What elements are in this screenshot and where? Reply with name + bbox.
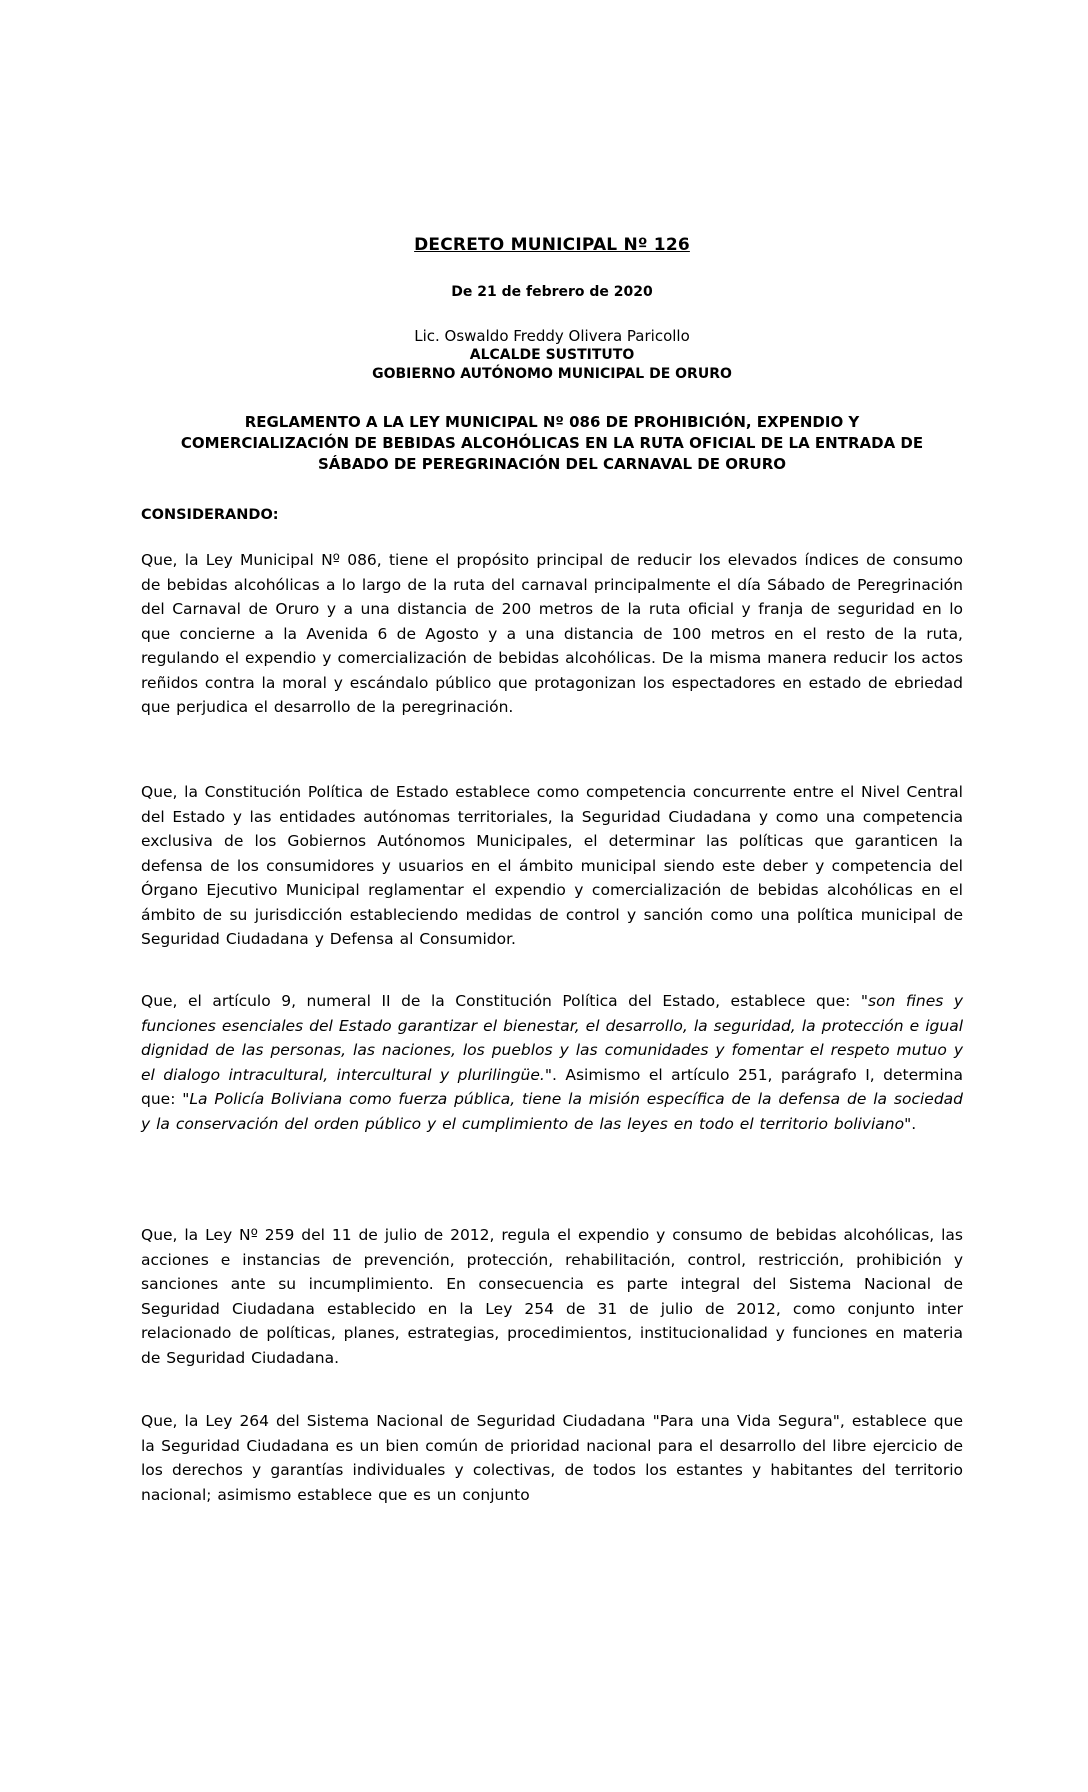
authority-government: GOBIERNO AUTÓNOMO MUNICIPAL DE ORURO: [372, 366, 732, 382]
authority-role: ALCALDE SUSTITUTO: [469, 347, 635, 363]
regulation-heading: [141, 412, 963, 475]
paragraph-3-quote-1: son fines y funciones esenciales del Estado garantizar el bienestar, el desarrollo, la seguridad, la protección e igual dignidad de las personas, las naciones, los pueblos y las comunidades y fomentar el respeto mutuo y el dialogo intracultural, intercultural y plurilingüe.: [141, 992, 963, 1084]
decree-title: DECRETO MUNICIPAL Nº 126: [414, 235, 690, 255]
paragraph-3-end: ".: [904, 1114, 917, 1133]
paragraph-4: Que, la Ley Nº 259 del 11 de julio de 2012, regula el expendio y consumo de bebidas alcohólicas, las acciones e instancias de prevención, protección, rehabilitación, control, restricción, prohibición y sanciones ante su incumplimiento. En consecuencia es parte integral del Sistema Nacional de Seguridad Ciudadana establecido en la Ley 254 de 31 de julio de 2012, como conjunto inter relacionado de políticas, planes, estrategias, procedimientos, institucionalidad y funciones en materia de Seguridad Ciudadana.: [141, 1226, 963, 1367]
authority-block: [141, 327, 963, 384]
paragraph-3-quote-2: La Policía Boliviana como fuerza pública, tiene la misión específica de la defensa de la sociedad y la conservación del orden público y el cumplimiento de las leyes en todo el territorio boliviano: [141, 1090, 964, 1133]
heading-line-1: REGLAMENTO A LA LEY MUNICIPAL Nº 086 DE PROHIBICIÓN, EXPENDIO Y: [244, 413, 860, 431]
document-page: [141, 0, 963, 1792]
paragraph-3-intro: Que, el artículo 9, numeral II de la Constitución Política del Estado, establece que: ": [141, 992, 868, 1010]
authority-name: Lic. Oswaldo Freddy Olivera Paricollo: [414, 327, 690, 345]
heading-line-3: SÁBADO DE PEREGRINACIÓN DEL CARNAVAL DE ORURO: [317, 455, 787, 473]
considerando-label: CONSIDERANDO:: [141, 507, 279, 523]
paragraph-3-middle: ". Asimismo el artículo 251, parágrafo I, determina que: ": [141, 1065, 964, 1108]
paragraph-5: Que, la Ley 264 del Sistema Nacional de Seguridad Ciudadana "Para una Vida Segura", establece que la Seguridad Ciudadana es un bien común de prioridad nacional para el desarrollo del libre ejercicio de los derechos y garantías individuales y colectivas, de todos los estantes y habitantes del territorio nacional; asimismo establece que es un conjunto: [141, 1412, 963, 1504]
paragraph-3: [141, 989, 963, 1136]
heading-line-2: COMERCIALIZACIÓN DE BEBIDAS ALCOHÓLICAS EN LA RUTA OFICIAL DE LA ENTRADA DE: [180, 434, 924, 452]
paragraph-2: Que, la Constitución Política de Estado establece como competencia concurrente entre el Nivel Central del Estado y las entidades autónomas territoriales, la Seguridad Ciudadana y como una competencia exclusiva de los Gobiernos Autónomos Municipales, el determinar las políticas que garanticen la defensa de los consumidores y usuarios en el ámbito municipal siendo este deber y competencia del Órgano Ejecutivo Municipal reglamentar el expendio y comercialización de bebidas alcohólicas en el ámbito de su jurisdicción estableciendo medidas de control y sanción como una política municipal de Seguridad Ciudadana y Defensa al Consumidor.: [141, 783, 963, 948]
paragraph-1: Que, la Ley Municipal Nº 086, tiene el propósito principal de reducir los elevados índices de consumo de bebidas alcohólicas a lo largo de la ruta del carnaval principalmente el día Sábado de Peregrinación del Carnaval de Oruro y a una distancia de 200 metros de la ruta oficial y franja de seguridad en lo que concierne a la Avenida 6 de Agosto y a una distancia de 100 metros en el resto de la ruta, regulando el expendio y comercialización de bebidas alcohólicas. De la misma manera reducir los actos reñidos contra la moral y escándalo público que protagonizan los espectadores en estado de ebriedad que perjudica el desarrollo de la peregrinación.: [141, 551, 963, 716]
decree-date: De 21 de febrero de 2020: [451, 284, 653, 300]
